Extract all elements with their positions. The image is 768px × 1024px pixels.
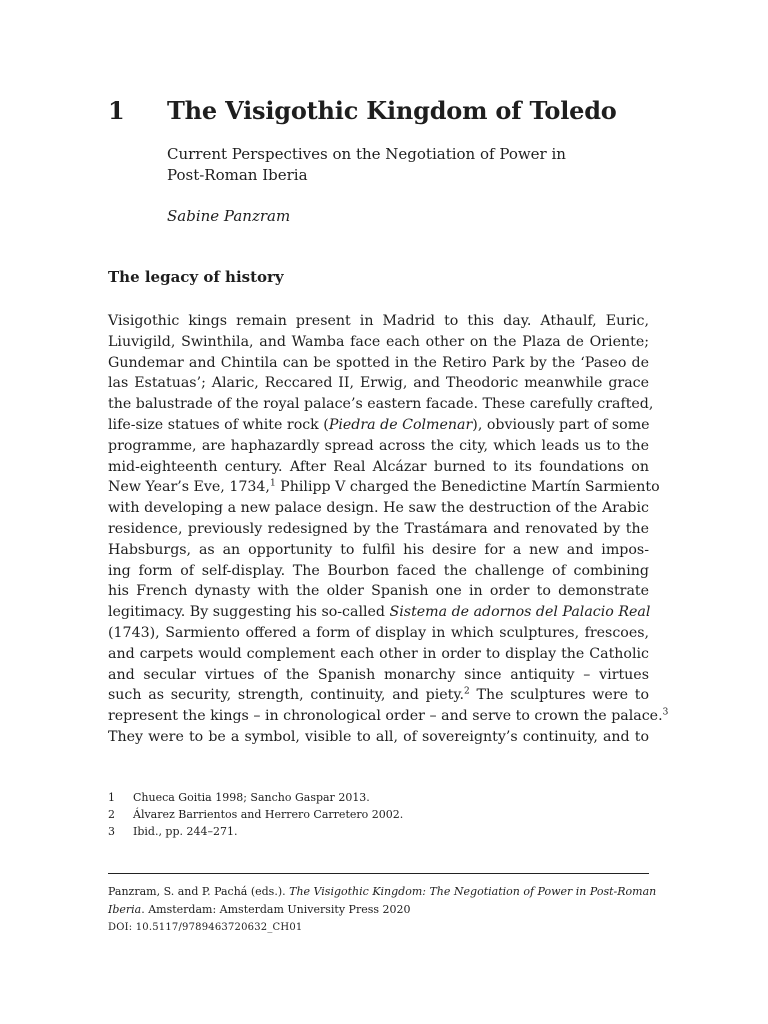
footnote-ref[interactable]: 2: [464, 686, 470, 697]
body-line: [108, 623, 649, 644]
text-run: life-size statues of white rock (: [108, 416, 329, 433]
text-run: programme, are haphazardly spread across the city, which leads us to the: [108, 437, 649, 454]
footnote-text: Chueca Goitia 1998; Sancho Gaspar 2013.: [133, 791, 370, 804]
divider: [108, 873, 649, 874]
footnote: [108, 823, 649, 840]
footnote-number: 3: [108, 825, 115, 838]
footnotes: [108, 789, 649, 840]
footnote-number: 2: [108, 808, 115, 821]
body-line: [108, 311, 649, 332]
footnote-text: Álvarez Barrientos and Herrero Carretero 2002.: [133, 808, 404, 821]
body-line: [108, 332, 649, 353]
footnote-text: Ibid., pp. 244–271.: [133, 825, 238, 838]
citation: [108, 883, 657, 937]
text-run: residence, previously redesigned by the Trastámara and renovated by the: [108, 520, 649, 537]
italic-term: Piedra de Colmenar: [328, 416, 473, 433]
body-line: [108, 706, 669, 727]
citation-authors: Panzram, S. and P. Pachá (eds.).: [108, 885, 290, 898]
text-run: the balustrade of the royal palace’s eastern facade. These carefully crafted,: [108, 396, 654, 413]
chapter-subtitle-line: Current Perspectives on the Negotiation of Power in: [167, 145, 566, 163]
body-line: [108, 602, 649, 623]
chapter-number: 1: [108, 96, 125, 125]
body-line: [108, 498, 649, 519]
text-run: Liuvigild, Swinthila, and Wamba face each other on the Plaza de Oriente;: [108, 333, 649, 350]
body-line: [108, 394, 654, 415]
body-line: [108, 561, 649, 582]
text-run: and secular virtues of the Spanish monarchy since antiquity – virtues: [108, 666, 649, 683]
body-line: [108, 457, 649, 478]
text-run: Visigothic kings remain present in Madrid to this day. Athaulf, Euric,: [108, 313, 649, 329]
body-line: [108, 665, 649, 686]
text-run: his French dynasty with the older Spanish one in order to demonstrate: [108, 583, 649, 600]
citation-publisher: . Amsterdam: Amsterdam University Press 2020: [141, 903, 411, 916]
text-run: Habsburgs, as an opportunity to fulfil his desire for a new and impos-: [108, 541, 649, 558]
footnote-number: 1: [108, 791, 115, 804]
body-line: [108, 353, 649, 374]
chapter-subtitle-line: Post-Roman Iberia: [167, 166, 308, 184]
citation-book-title: Iberia: [108, 903, 142, 916]
text-run: Gundemar and Chintila can be spotted in the Retiro Park by the ‘Paseo de: [108, 354, 649, 371]
chapter-subtitle: [167, 144, 647, 186]
text-run: The sculptures were to: [469, 687, 650, 704]
footnote-ref[interactable]: 1: [269, 478, 276, 489]
text-run: legitimacy. By suggesting his so-called: [108, 604, 390, 621]
text-run: mid-eighteenth century. After Real Alcázar burned to its foundations on: [108, 458, 649, 475]
footnote: [108, 806, 649, 823]
text-run: such as security, strength, continuity, and piety.: [108, 687, 464, 704]
text-run: with developing a new palace design. He saw the destruction of the Arabic: [108, 500, 649, 517]
body-line: [108, 477, 660, 498]
body-line: [108, 436, 649, 457]
chapter-title: The Visigothic Kingdom of Toledo: [167, 96, 617, 125]
citation-line: [108, 901, 653, 919]
text-run: They were to be a symbol, visible to all, of sovereignty’s continuity, and to: [108, 728, 649, 745]
italic-term: Sistema de adornos del Palacio Real: [389, 604, 651, 621]
text-run: Philipp V charged the Benedictine Martín Sarmiento: [275, 479, 660, 496]
author-name: Sabine Panzram: [167, 207, 291, 225]
citation-book-title: The Visigothic Kingdom: The Negotiation of Power in Post-Roman: [289, 885, 657, 898]
text-run: New Year’s Eve, 1734,: [108, 479, 270, 496]
body-line: [108, 519, 649, 540]
body-line: [108, 685, 649, 706]
text-run: ing form of self-display. The Bourbon faced the challenge of combining: [108, 562, 649, 579]
citation-doi[interactable]: DOI: 10.5117/9789463720632_CH01: [108, 922, 303, 933]
citation-line: [108, 883, 657, 901]
body-line: [108, 540, 649, 561]
body-line: [108, 373, 649, 394]
text-run: represent the kings – in chronological order – and serve to crown the palace.: [108, 708, 663, 725]
section-heading: The legacy of history: [108, 268, 284, 286]
text-run: (1743), Sarmiento offered a form of display in which sculptures, frescoes,: [108, 624, 649, 641]
text-run: las Estatuas’; Alaric, Reccared II, Erwig, and Theodoric meanwhile grace: [108, 375, 649, 392]
text-run: and carpets would complement each other in order to display the Catholic: [108, 645, 649, 662]
footnote-ref[interactable]: 3: [662, 707, 669, 718]
body-line: [108, 727, 649, 748]
body-line: [108, 581, 649, 602]
body-text: [108, 311, 669, 748]
body-line: [108, 644, 649, 665]
footnote: [108, 789, 649, 806]
text-run: ), obviously part of some: [472, 416, 650, 433]
body-line: [108, 415, 649, 436]
